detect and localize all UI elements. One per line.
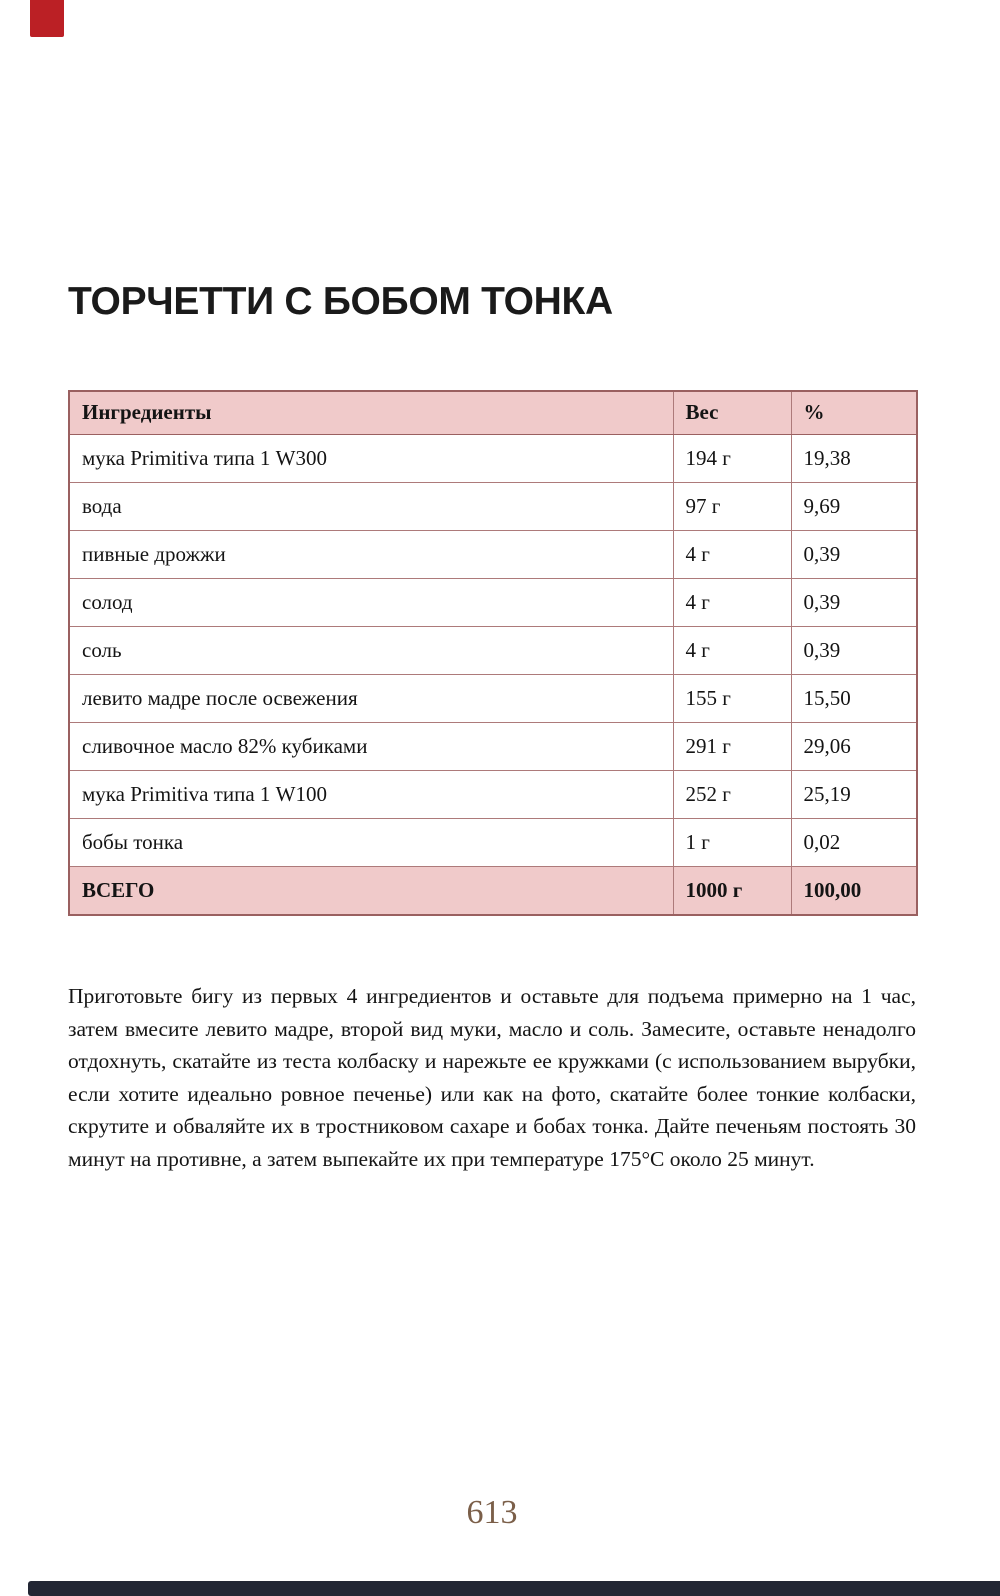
ingredient-weight: 4 г [673, 578, 791, 626]
table-row [69, 626, 917, 674]
total-label: ВСЕГО [69, 866, 673, 915]
ingredient-percent: 29,06 [791, 722, 917, 770]
table-row [69, 530, 917, 578]
ingredient-name: пивные дрожжи [69, 530, 673, 578]
ingredient-name: сливочное масло 82% кубиками [69, 722, 673, 770]
ingredient-name: соль [69, 626, 673, 674]
ingredient-percent: 15,50 [791, 674, 917, 722]
ingredient-name: мука Primitiva типа 1 W300 [69, 434, 673, 482]
ingredient-percent: 0,39 [791, 626, 917, 674]
total-weight: 1000 г [673, 866, 791, 915]
ingredient-name: мука Primitiva типа 1 W100 [69, 770, 673, 818]
footer-bar [28, 1581, 1000, 1596]
ingredient-weight: 252 г [673, 770, 791, 818]
total-percent: 100,00 [791, 866, 917, 915]
ingredient-name: солод [69, 578, 673, 626]
ingredient-percent: 0,39 [791, 578, 917, 626]
ingredient-weight: 291 г [673, 722, 791, 770]
ingredient-weight: 4 г [673, 530, 791, 578]
table-total-row [69, 866, 917, 915]
header-ingredient: Ингредиенты [69, 391, 673, 434]
table-header-row [69, 391, 917, 434]
ingredient-percent: 19,38 [791, 434, 917, 482]
table-row [69, 434, 917, 482]
ingredient-name: левито мадре после освежения [69, 674, 673, 722]
instructions-paragraph: Приготовьте бигу из первых 4 ингредиентов и оставьте для подъема примерно на 1 час, затем вмесите левито мадре, второй вид муки, масло и соль. Замесите, оставьте ненадолго отдохнуть, скатайте из теста колбаску и нарежьте ее кружками (с использованием вырубки, если хотите идеально ровное печенье) или как на фото, скатайте более тонкие колбаски, скрутите и обваляйте их в тростниковом сахаре и бобах тонка. Дайте печеньям постоять 30 минут на противне, а затем выпекайте их при температуре 175°С около 25 минут. [68, 984, 916, 1171]
ingredient-percent: 9,69 [791, 482, 917, 530]
page-content [68, 0, 916, 1531]
table-row [69, 482, 917, 530]
ingredient-name: вода [69, 482, 673, 530]
table-row [69, 770, 917, 818]
ingredient-percent: 0,02 [791, 818, 917, 866]
page-number: 613 [466, 1494, 518, 1531]
header-weight: Вес [673, 391, 791, 434]
ingredient-weight: 1 г [673, 818, 791, 866]
ingredient-weight: 97 г [673, 482, 791, 530]
ingredient-weight: 155 г [673, 674, 791, 722]
ingredient-weight: 194 г [673, 434, 791, 482]
ingredient-weight: 4 г [673, 626, 791, 674]
table-row [69, 674, 917, 722]
table-row [69, 578, 917, 626]
table-row [69, 722, 917, 770]
ingredient-percent: 25,19 [791, 770, 917, 818]
ingredients-table [68, 390, 918, 916]
ingredient-percent: 0,39 [791, 530, 917, 578]
bookmark-tab [30, 0, 64, 37]
page-title: ТОРЧЕТТИ С БОБОМ ТОНКА [68, 280, 613, 323]
ingredient-name: бобы тонка [69, 818, 673, 866]
header-percent: % [791, 391, 917, 434]
table-row [69, 818, 917, 866]
ingredients-body [69, 434, 917, 866]
